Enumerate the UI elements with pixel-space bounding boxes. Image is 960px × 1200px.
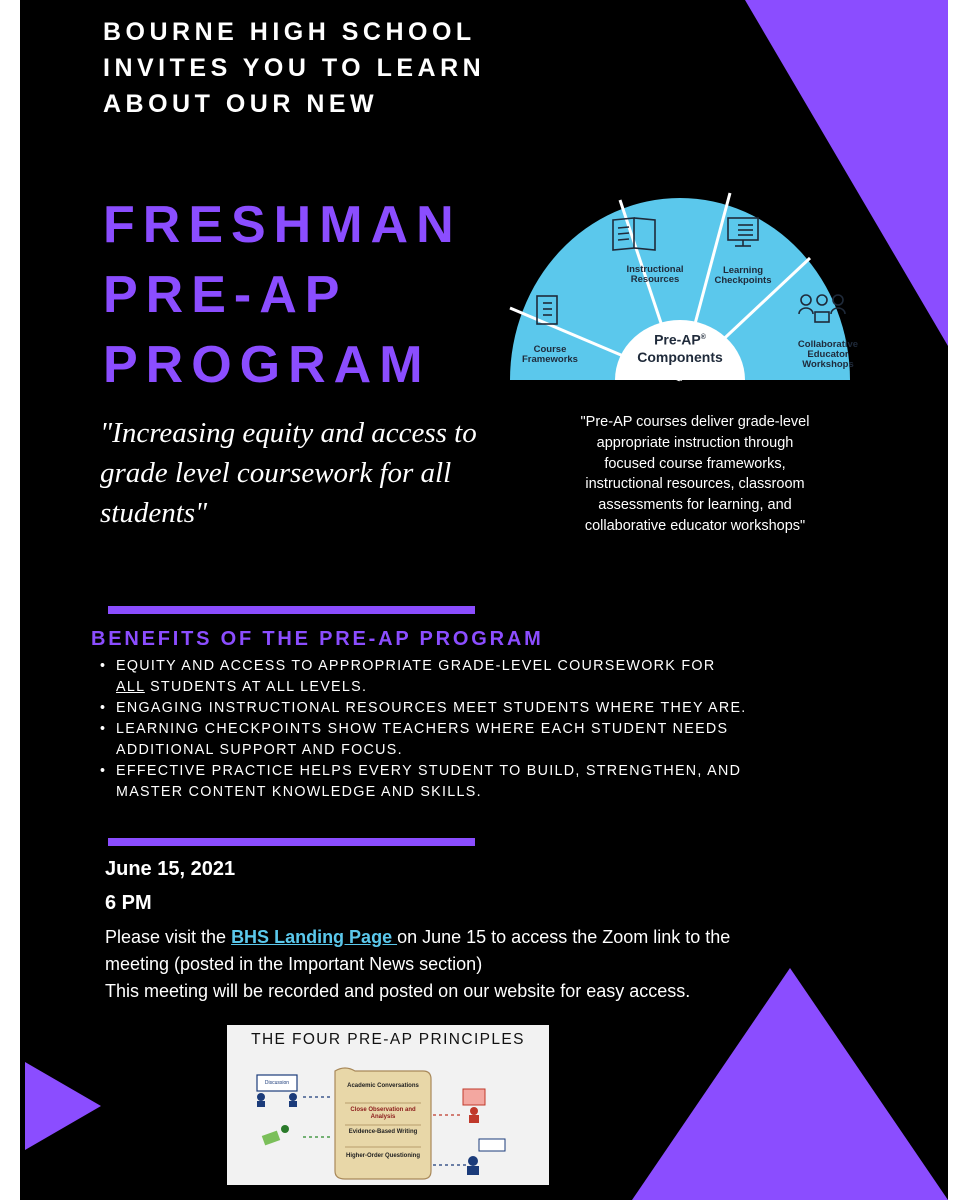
left-border — [0, 0, 20, 1200]
principles-diagram — [227, 1025, 549, 1185]
flyer — [20, 0, 948, 1200]
collaborative-workshops-label: Collaborative Educator Workshops — [797, 339, 859, 370]
benefit-1-underlined: ALL — [116, 679, 145, 695]
four-principles-graphic — [227, 1025, 549, 1185]
invitation-line-1: BOURNE HIGH SCHOOL — [103, 18, 476, 46]
principle-3: Evidence-Based Writing — [348, 1129, 418, 1135]
benefits-list — [98, 656, 748, 803]
questioning-icon — [467, 1139, 505, 1175]
right-border — [948, 0, 960, 1200]
event-date: June 15, 2021 — [105, 858, 236, 880]
course-frameworks-label: Course Frameworks — [522, 344, 578, 365]
visit-prefix: Please visit the — [105, 927, 232, 947]
title-line-1: FRESHMAN — [103, 196, 462, 254]
principle-2: Close Observation and Analysis — [350, 1107, 416, 1120]
benefit-1-suffix: STUDENTS AT ALL LEVELS. — [150, 679, 368, 695]
visit-suffix: on June 15 to access the Zoom link to the meeting (posted in the Important News section) — [105, 927, 731, 974]
center-line-2: Components — [637, 348, 723, 365]
invitation-line-2: INVITES YOU TO LEARN — [103, 54, 486, 82]
benefit-item-3: • LEARNING CHECKPOINTS SHOW TEACHERS WHERE EACH STUDENT NEEDS ADDITIONAL SUPPORT AND FOCUS. — [98, 719, 748, 761]
benefit-item-4: • EFFECTIVE PRACTICE HELPS EVERY STUDENT TO BUILD, STRENGTHEN, AND MASTER CONTENT KNOWLEDGE AND SKILLS. — [98, 761, 748, 803]
recording-note: This meeting will be recorded and posted on our website for easy access. — [105, 981, 691, 1001]
event-info — [105, 924, 795, 1005]
tagline-quote: "Increasing equity and access to grade level coursework for all students" — [100, 417, 477, 529]
principle-1: Academic Conversations — [347, 1083, 419, 1089]
program-title — [103, 190, 462, 400]
top-divider — [108, 606, 475, 614]
bottom-divider — [108, 838, 475, 846]
writing-hand-icon — [262, 1125, 289, 1145]
bhs-landing-page-link[interactable]: BHS Landing Page — [231, 927, 398, 947]
benefit-1-prefix: EQUITY AND ACCESS TO APPROPRIATE GRADE-LEVEL COURSEWORK FOR — [116, 658, 716, 674]
components-center-label — [620, 329, 740, 366]
benefit-item-1 — [98, 656, 748, 698]
discussion-label: Discussion — [264, 1080, 290, 1086]
title-line-2: PRE-AP — [103, 266, 348, 324]
invitation-line-3: ABOUT OUR NEW — [103, 90, 379, 118]
center-line-1: Pre-AP — [654, 331, 701, 348]
pre-ap-components-graphic — [510, 188, 859, 380]
instructional-resources-label: Instructional Resources — [626, 264, 684, 285]
learning-checkpoints-label: Learning Checkpoints — [714, 265, 772, 286]
invitation-heading — [103, 14, 485, 122]
presenter-icon — [463, 1089, 485, 1123]
benefits-heading: BENEFITS OF THE PRE-AP PROGRAM — [91, 628, 544, 650]
registered-mark: ® — [700, 334, 706, 341]
principle-4: Higher-Order Questioning — [345, 1153, 420, 1159]
event-time: 6 PM — [105, 892, 152, 914]
bottom-left-triangle — [25, 1062, 101, 1150]
title-line-3: PROGRAM — [103, 336, 431, 394]
principles-title: THE FOUR PRE-AP PRINCIPLES — [251, 1031, 525, 1048]
pre-ap-description: "Pre-AP courses deliver grade-level appropriate instruction through focused course frameworks, instructional resources, classroom assessments for learning, and collaborative educator workshops" — [580, 414, 810, 534]
benefit-item-2: • ENGAGING INSTRUCTIONAL RESOURCES MEET STUDENTS WHERE THEY ARE. — [98, 698, 748, 719]
